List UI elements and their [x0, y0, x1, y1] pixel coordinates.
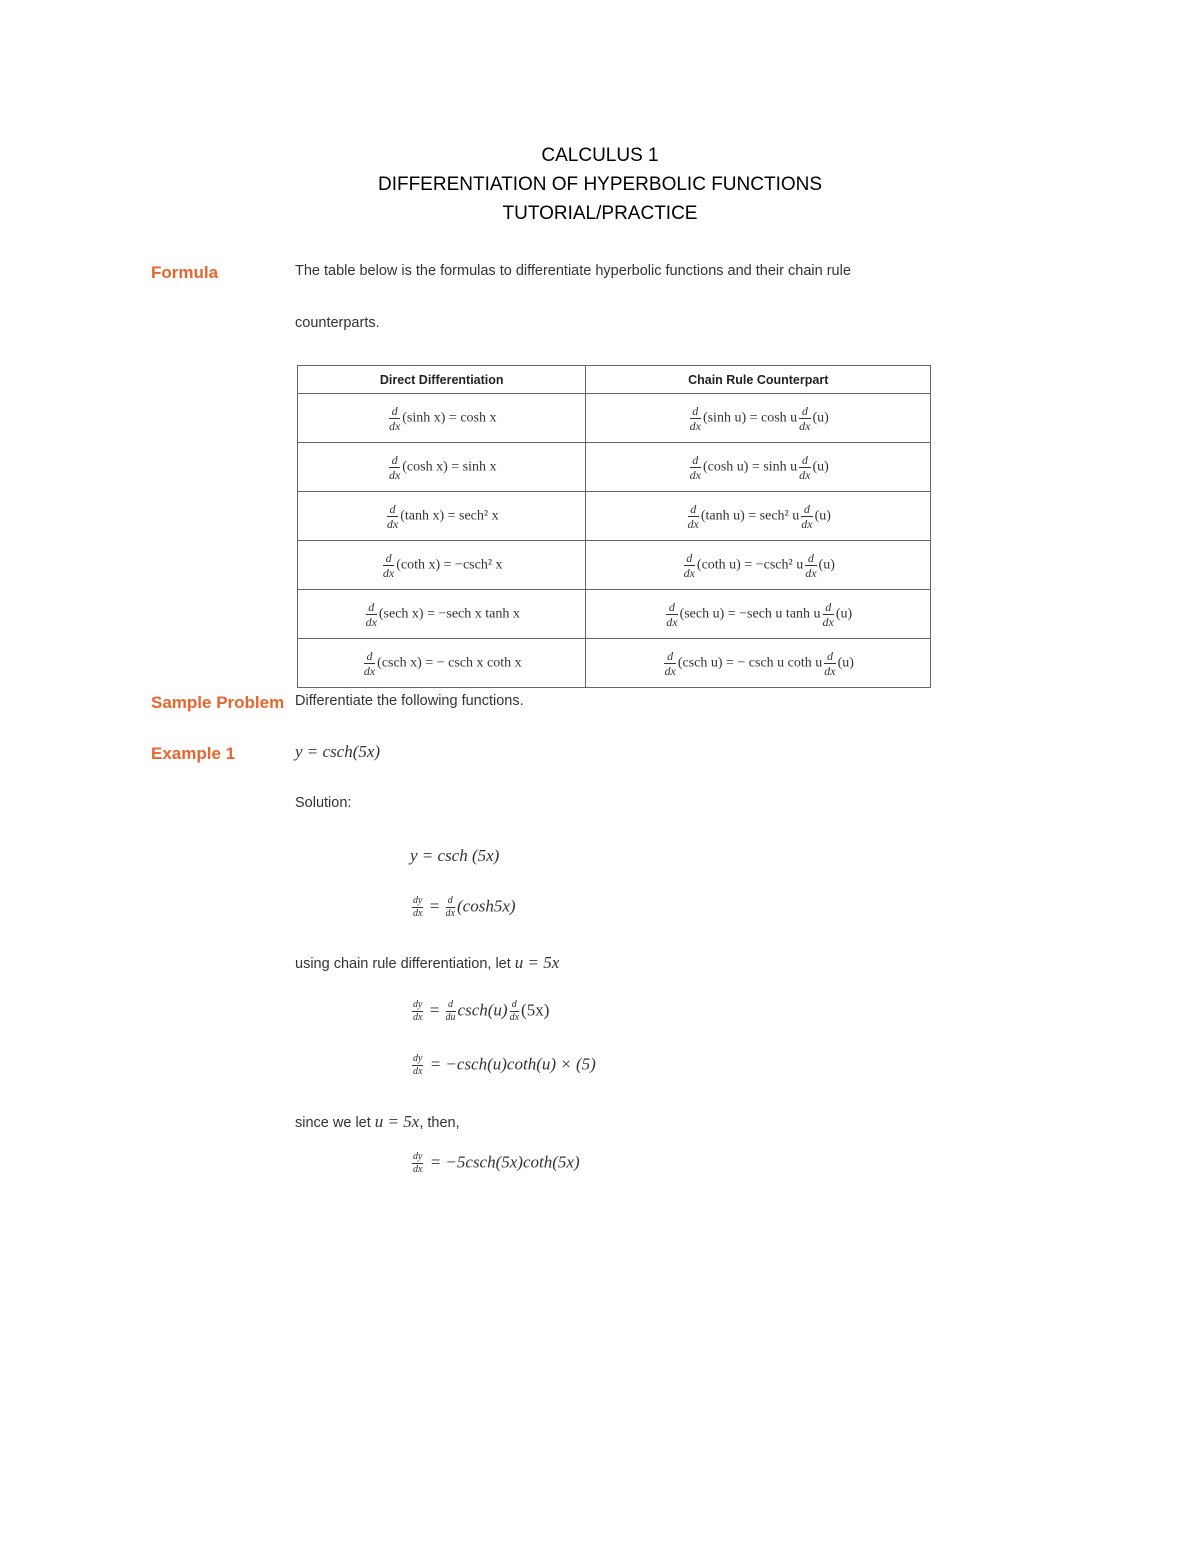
- example1-label: Example 1: [151, 744, 236, 763]
- header-chain: Chain Rule Counterpart: [586, 366, 931, 394]
- doc-title-line3: TUTORIAL/PRACTICE: [502, 203, 698, 224]
- d-dx-fraction: $\frac{d}{dx}$: [799, 403, 811, 433]
- direct-formula-text: (csch x) = − csch x coth x: [377, 655, 522, 671]
- table-header-row: [298, 366, 931, 394]
- d-dx-fraction: $\frac{d}{dx}$: [664, 648, 676, 678]
- d-dx-fraction: $\frac{d}{dx}$: [388, 452, 401, 482]
- direct-formula-text: (coth x) = −csch² x: [396, 557, 503, 573]
- table-row: [298, 443, 931, 492]
- chain-formula-tail: (u): [814, 508, 831, 524]
- d-dx-fraction: $\frac{d}{dx}$: [687, 501, 699, 531]
- example1-problem: y = csch(5x): [295, 742, 381, 761]
- formula-table: [297, 365, 931, 688]
- direct-formula-cell: [298, 394, 586, 443]
- sample-problem-text: Differentiate the following functions.: [295, 693, 524, 709]
- d-dx-fraction: $\frac{d}{dx}$: [445, 895, 455, 919]
- formula-intro-line1: The table below is the formulas to differentiate hyperbolic functions and their chain rule: [295, 263, 851, 279]
- d-dx-fraction: $\frac{d}{dx}$: [689, 452, 701, 482]
- sample-problem-label: Sample Problem: [151, 693, 285, 712]
- chain-formula-tail: (u): [835, 606, 853, 622]
- step2-equation: $\frac{dy}{dx}$ = $\frac{d}{dx}$ (cosh5x): [413, 895, 516, 919]
- d-dx-fraction: $\frac{d}{dx}$: [822, 599, 834, 629]
- formula-label: Formula: [151, 263, 219, 282]
- chain-formula-text: (csch u) = − csch u coth u: [677, 655, 823, 671]
- chain-formula-cell: [586, 590, 931, 639]
- direct-formula-text: (tanh x) = sech² x: [400, 508, 499, 524]
- d-dx-fraction: $\frac{d}{dx}$: [388, 403, 401, 433]
- table-row: [298, 492, 931, 541]
- chain-formula-tail: (u): [812, 459, 829, 475]
- d-dx-fraction: $\frac{d}{dx}$: [666, 599, 678, 629]
- chain-formula-cell: [586, 541, 931, 590]
- chain-formula-cell: [586, 394, 931, 443]
- direct-formula-text: (cosh x) = sinh x: [402, 459, 497, 475]
- chain-formula-tail: (u): [812, 410, 829, 426]
- direct-formula-cell: [298, 590, 586, 639]
- d-dx-fraction: $\frac{d}{dx}$: [799, 452, 811, 482]
- chain-formula-text: (coth u) = −csch² u: [696, 557, 804, 573]
- chain-formula-text: (sech u) = −sech u tanh u: [679, 606, 821, 622]
- direct-formula-cell: [298, 541, 586, 590]
- d-dx-fraction: $\frac{d}{dx}$: [365, 599, 377, 629]
- d-dx-fraction: $\frac{d}{dx}$: [683, 550, 695, 580]
- since-note: since we let u = 5x, then,: [295, 1112, 460, 1131]
- d-dx-fraction: $\frac{d}{dx}$: [382, 550, 395, 580]
- table-row: [298, 639, 931, 688]
- chain-formula-tail: (u): [837, 655, 854, 671]
- doc-title-line1: CALCULUS 1: [541, 145, 659, 166]
- direct-formula-text: (sech x) = −sech x tanh x: [378, 606, 520, 622]
- chain-formula-tail: (u): [818, 557, 835, 573]
- formula-intro-line2: counterparts.: [295, 315, 380, 331]
- chain-formula-text: (tanh u) = sech² u: [700, 508, 800, 524]
- chain-formula-text: (cosh u) = sinh u: [702, 459, 798, 475]
- chain-rule-note: using chain rule differentiation, let u = 5x: [295, 953, 560, 972]
- direct-formula-cell: [298, 492, 586, 541]
- direct-formula-cell: [298, 639, 586, 688]
- table-row: [298, 590, 931, 639]
- table-row: [298, 541, 931, 590]
- doc-title-line2: DIFFERENTIATION OF HYPERBOLIC FUNCTIONS: [377, 174, 823, 195]
- d-dx-fraction: $\frac{d}{dx}$: [801, 501, 813, 531]
- chain-formula-text: (sinh u) = cosh u: [702, 410, 798, 426]
- d-dx-fraction: $\frac{d}{dx}$: [805, 550, 817, 580]
- d-dx-fraction: $\frac{d}{dx}$: [363, 648, 376, 678]
- table-row: [298, 394, 931, 443]
- final-equation: $\frac{dy}{dx}$ = −5csch(5x)coth(5x): [413, 1151, 580, 1175]
- solution-label: Solution:: [295, 795, 352, 811]
- d-dx-fraction: $\frac{d}{dx}$: [824, 648, 836, 678]
- dy-dx-fraction: $\frac{dy}{dx}$: [413, 895, 423, 919]
- step4-equation: $\frac{dy}{dx}$ = −csch(u)coth(u) × (5): [413, 1053, 596, 1077]
- chain-formula-cell: [586, 443, 931, 492]
- d-dx-fraction: $\frac{d}{dx}$: [689, 403, 701, 433]
- d-dx-fraction: $\frac{d}{dx}$: [386, 501, 399, 531]
- step3-equation: $\frac{dy}{dx}$ = $\frac{d}{du}$ csch(u) $\frac{d}{dx}$ (5x): [413, 999, 550, 1023]
- header-direct: Direct Differentiation: [298, 366, 586, 394]
- direct-formula-cell: [298, 443, 586, 492]
- step1-equation: y = csch (5x): [410, 846, 500, 865]
- chain-formula-cell: [586, 492, 931, 541]
- chain-formula-cell: [586, 639, 931, 688]
- direct-formula-text: (sinh x) = cosh x: [402, 410, 497, 426]
